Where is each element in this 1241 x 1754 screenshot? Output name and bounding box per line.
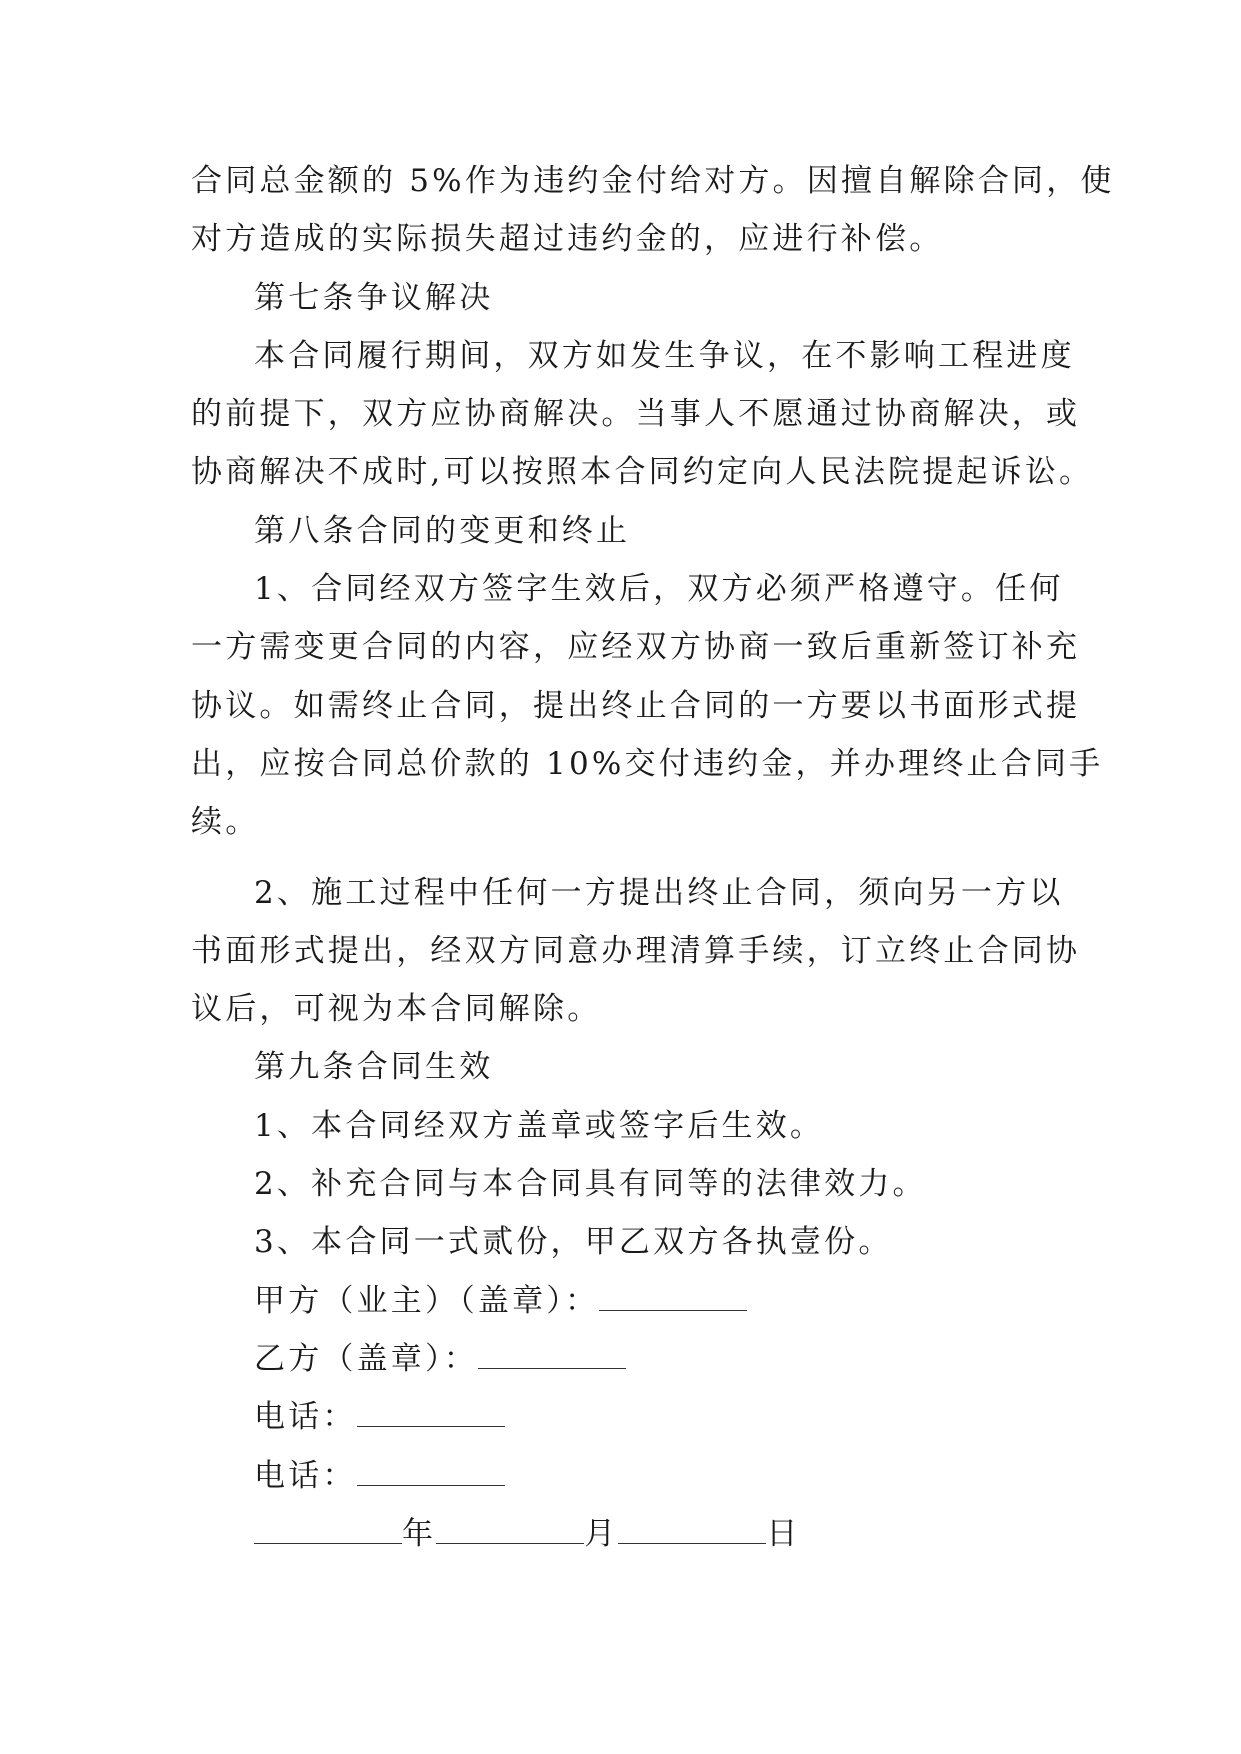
paragraph-line: 合同总金额的 5%作为违约金付给对方。因擅自解除合同，使 xyxy=(191,163,1115,199)
party-a-label: 甲方（业主）（盖章）： xyxy=(254,1282,600,1319)
phone-blank xyxy=(357,1457,505,1486)
paragraph-line: 协商解决不成时,可以按照本合同约定向人民法院提起诉讼。 xyxy=(191,454,1094,491)
paragraph-line: 议后，可视为本合同解除。 xyxy=(191,991,602,1028)
party-a-blank xyxy=(599,1282,747,1311)
day-label: 日 xyxy=(766,1515,801,1552)
paragraph-line: 续。 xyxy=(191,804,260,841)
day-blank xyxy=(618,1515,766,1544)
article-9-heading: 第九条合同生效 xyxy=(254,1049,494,1086)
party-b-blank xyxy=(478,1340,626,1369)
party-a-signature-row xyxy=(191,1272,1061,1330)
phone-blank xyxy=(357,1398,505,1427)
phone-row xyxy=(191,1388,1061,1446)
date-row xyxy=(191,1505,1061,1563)
paragraph-line: 本合同履行期间，双方如发生争议，在不影响工程进度 xyxy=(254,337,1075,374)
paragraph-line: 对方造成的实际损失超过违约金的，应进行补偿。 xyxy=(191,221,944,258)
phone-label: 电话： xyxy=(254,1457,357,1494)
paragraph-line: 出，应按合同总价款的 10%交付违约金，并办理终止合同手 xyxy=(191,745,1104,782)
month-label: 月 xyxy=(584,1515,619,1552)
article-7-heading: 第七条争议解决 xyxy=(254,279,494,316)
paragraph-line: 一方需变更合同的内容，应经双方协商一致后重新签订补充 xyxy=(191,629,1081,666)
phone-row xyxy=(191,1447,1061,1505)
paragraph-line: 的前提下，双方应协商解决。当事人不愿通过协商解决，或 xyxy=(191,396,1081,433)
month-blank xyxy=(436,1515,584,1544)
party-b-signature-row xyxy=(191,1330,1061,1388)
paragraph-line: 协议。如需终止合同，提出终止合同的一方要以书面形式提 xyxy=(191,687,1081,724)
year-blank xyxy=(254,1515,402,1544)
paragraph-line: 1、合同经双方签字生效后，双方必须严格遵守。任何 xyxy=(254,571,1064,608)
paragraph-line: 书面形式提出，经双方同意办理清算手续，订立终止合同协 xyxy=(191,932,1081,969)
year-label: 年 xyxy=(402,1515,437,1552)
article-8-heading: 第八条合同的变更和终止 xyxy=(254,512,631,549)
paragraph-line: 2、施工过程中任何一方提出终止合同，须向另一方以 xyxy=(254,874,1064,911)
document-body xyxy=(191,152,1115,1563)
party-b-label: 乙方（盖章）： xyxy=(254,1340,478,1377)
list-item: 2、补充合同与本合同具有同等的法律效力。 xyxy=(254,1166,927,1203)
list-item: 1、本合同经双方盖章或签字后生效。 xyxy=(254,1107,825,1144)
list-item: 3、本合同一式贰份，甲乙双方各执壹份。 xyxy=(254,1224,893,1261)
phone-label: 电话： xyxy=(254,1399,357,1436)
